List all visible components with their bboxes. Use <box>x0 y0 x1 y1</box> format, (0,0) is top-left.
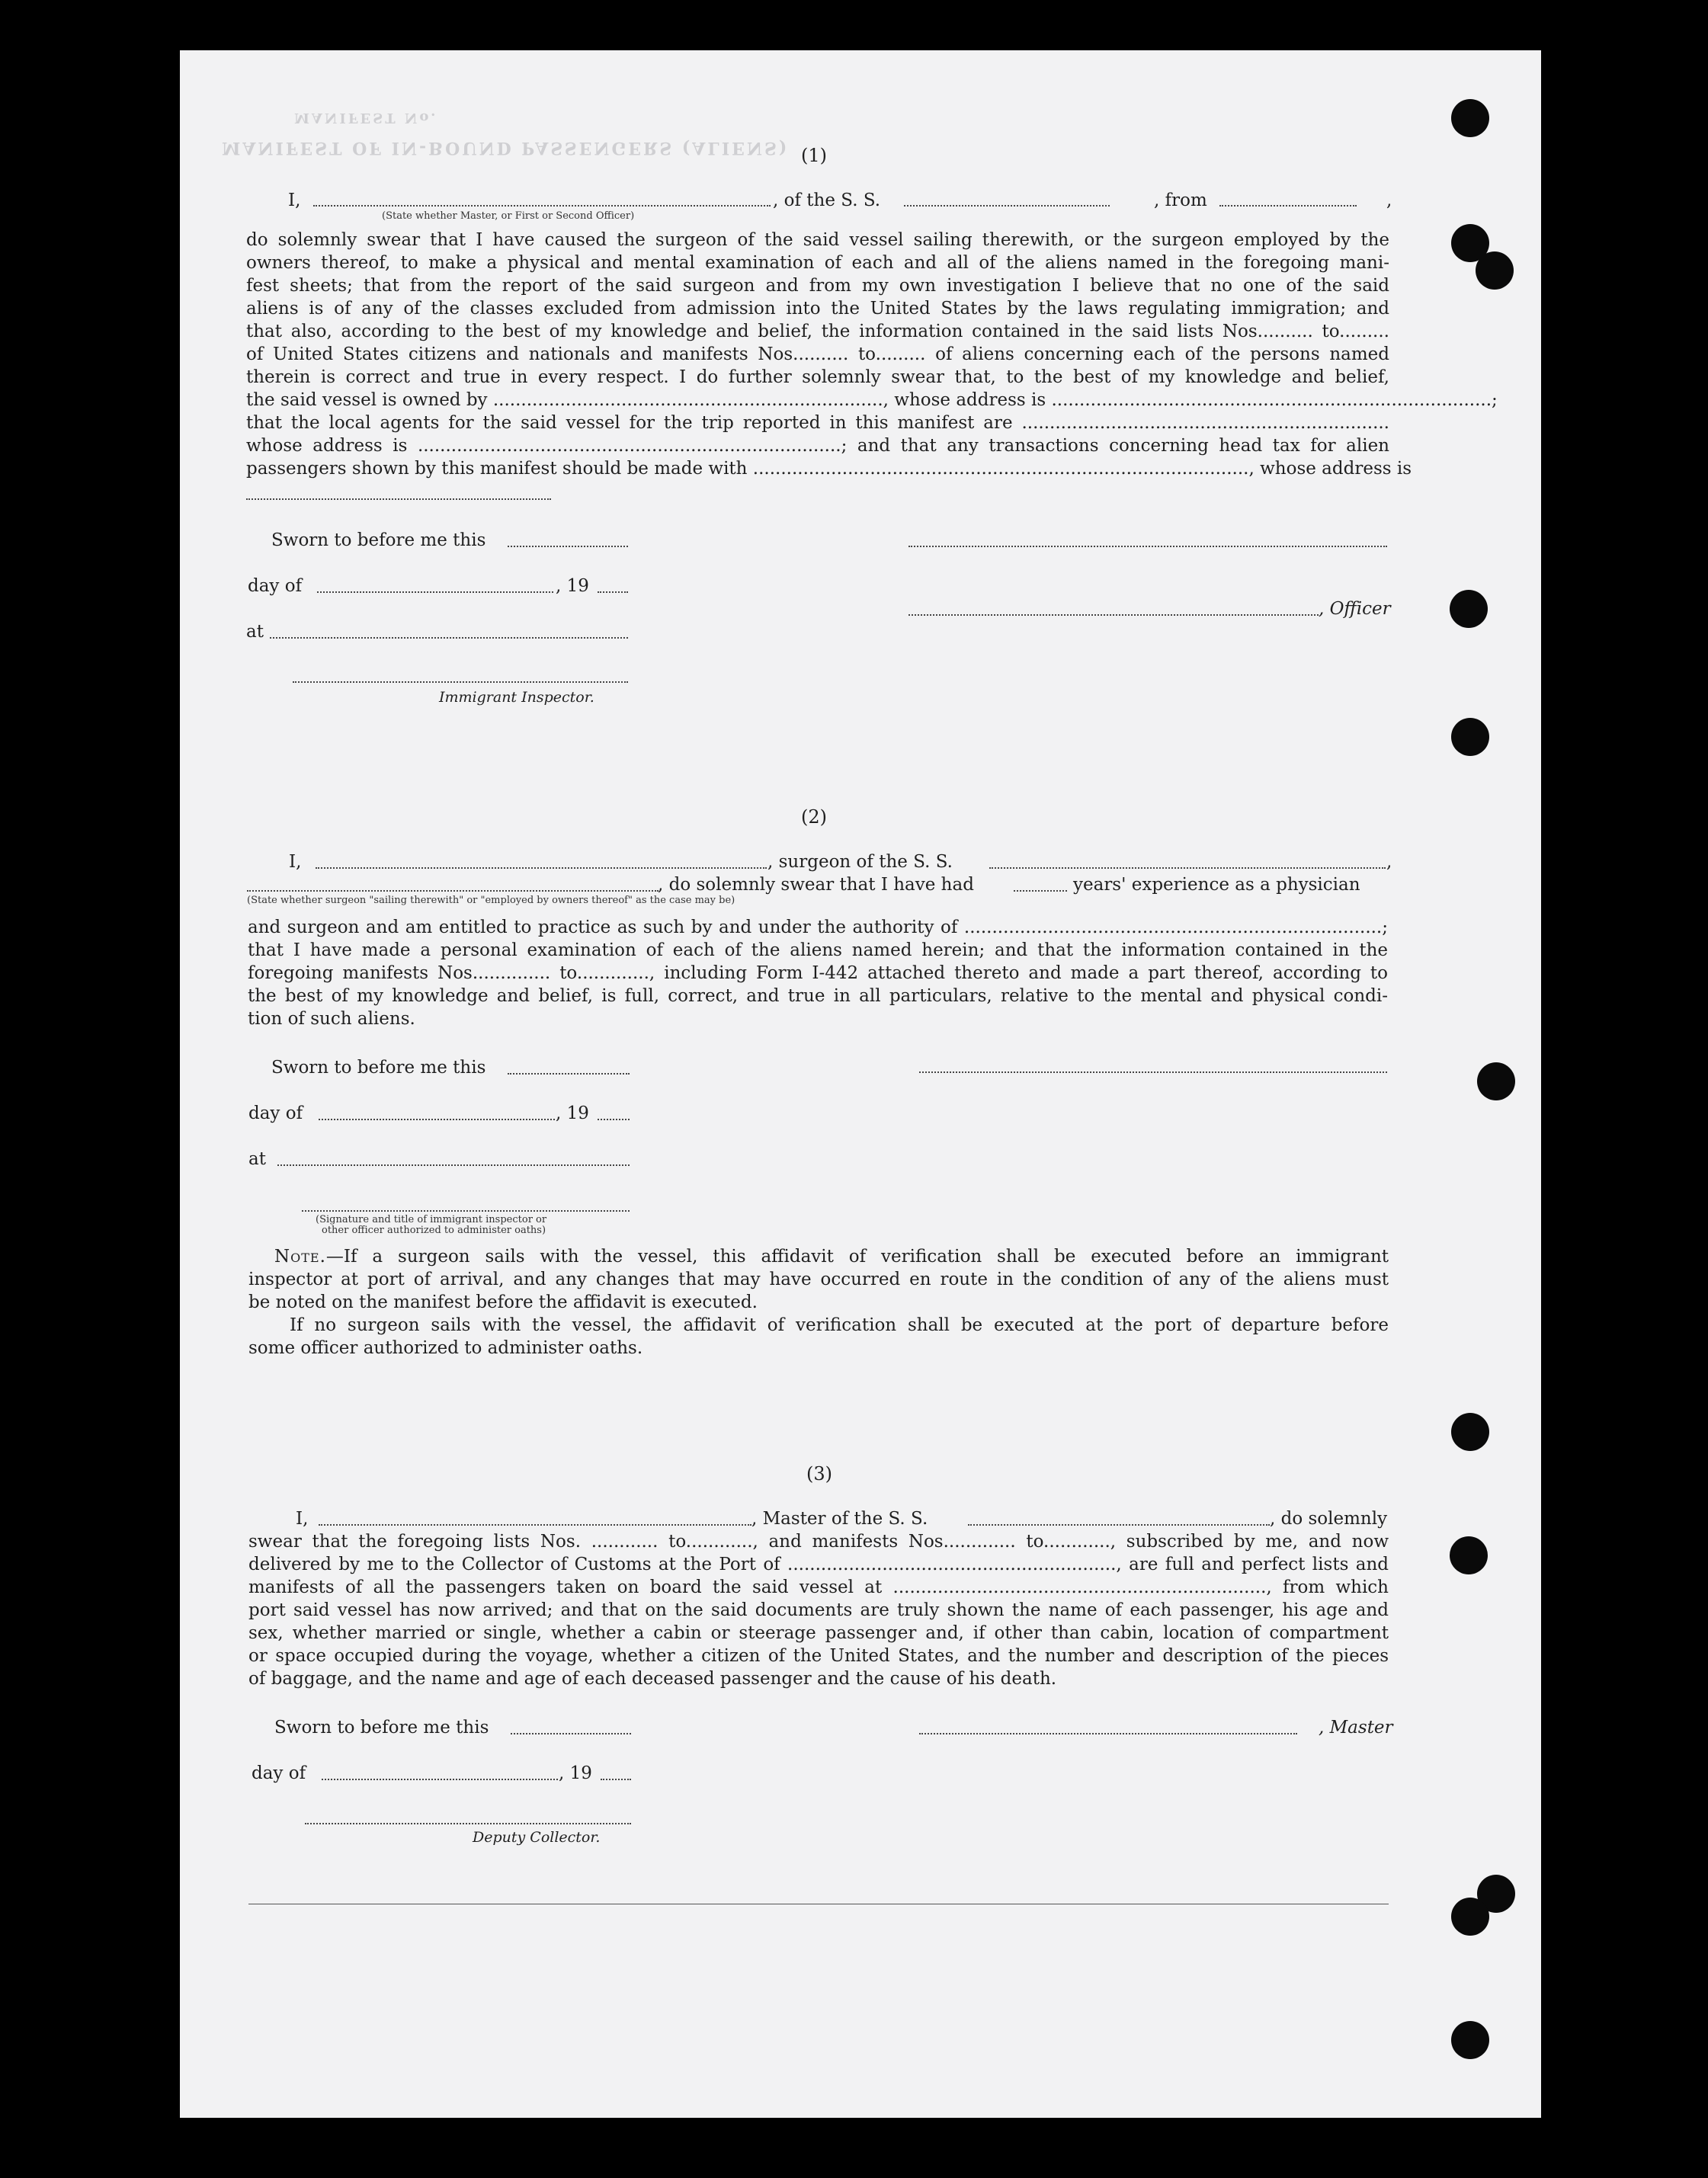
s1-paragraph-line-10: whose address is ............................................................................; and that any transactions concerning head tax for alien <box>246 436 1389 456</box>
s2-note2-line-2: some officer authorized to administer oaths. <box>248 1338 643 1358</box>
s3-paragraph-line-7: of baggage, and the name and age of each deceased passenger and the cause of his death. <box>248 1669 1057 1689</box>
s2-officer-caption-2: other officer authorized to administer oaths) <box>322 1225 546 1236</box>
section-3-number: (3) <box>806 1463 832 1485</box>
s1-year-blank <box>598 591 628 593</box>
s1-paragraph-line-5: that also, according to the best of my knowledge and belief, the information contained in the said lists Nos.......... to......... <box>246 322 1389 341</box>
s2-at-label: at <box>248 1149 266 1169</box>
punch-hole-3 <box>1476 251 1514 290</box>
s1-vessel-blank <box>904 205 1110 207</box>
s2-years-blank <box>1014 890 1067 892</box>
s2-day-label: day of <box>248 1103 303 1123</box>
s3-paragraph-line-1: swear that the foregoing lists Nos. ............ to............, and manifests Nos............. to............, subscribed by me, and now <box>248 1532 1389 1552</box>
s2-note-line-1 <box>274 1245 1389 1268</box>
punch-hole-5 <box>1451 718 1489 756</box>
s1-officer-caption: (State whether Master, or First or Second Officer) <box>382 210 635 222</box>
s1-paragraph-line-8: the said vessel is owned by ......................................................................, whose address is ...............................................................................; <box>246 390 1498 410</box>
s3-line1-i: I, <box>296 1509 309 1529</box>
document-page <box>180 50 1541 2118</box>
s1-line1-from: , from <box>1154 191 1207 210</box>
s2-sworn-label: Sworn to before me this <box>271 1058 486 1078</box>
s3-year-label: , 19 <box>559 1763 592 1783</box>
s1-officer-blank <box>313 205 771 207</box>
s1-at-label: at <box>246 622 264 642</box>
s2-surgeon-blank <box>316 867 767 869</box>
s1-paragraph-line-11: passengers shown by this manifest should be made with ........................................................................................., whose address is <box>246 459 1412 479</box>
bleed-through-manifest-no: MANIFEST No. <box>294 110 438 126</box>
s1-line1-comma: , <box>1386 191 1392 210</box>
punch-hole-11 <box>1451 2021 1489 2059</box>
s2-note-line-3: be noted on the manifest before the affidavit is executed. <box>248 1292 758 1312</box>
s2-paragraph-line-4: the best of my knowledge and belief, is full, correct, and true in all particulars, relative to the mental and physical condi- <box>248 986 1388 1006</box>
s1-paragraph-line-1: do solemnly swear that I have caused the surgeon of the said vessel sailing therewith, or the surgeon employed by the <box>246 230 1389 250</box>
section-1-number: (1) <box>801 145 827 166</box>
s1-day-blank <box>317 591 553 593</box>
s2-vessel-blank <box>989 867 1386 869</box>
s2-note-label: Note. <box>274 1247 326 1267</box>
s1-officer-sign-blank <box>908 614 1319 616</box>
bleed-through-heading: MANIFEST OF IN-BOUND PASSENGERS (ALIENS) <box>222 138 790 158</box>
punch-hole-8 <box>1450 1536 1488 1574</box>
s3-collector-sign-blank <box>305 1823 631 1824</box>
s3-sworn-blank <box>511 1733 631 1734</box>
s1-paragraph-line-2: owners thereof, to make a physical and mental examination of each and all of the aliens named in the foregoing mani- <box>246 253 1389 273</box>
punch-hole-10 <box>1451 1898 1489 1936</box>
s1-line1-i: I, <box>288 191 301 210</box>
s1-paragraph-line-3: fest sheets; that from the report of the said surgeon and from my own investigation I believe that no one of the said <box>246 276 1389 296</box>
s3-master-sign-blank <box>919 1733 1297 1734</box>
s3-day-label: day of <box>252 1763 306 1783</box>
s3-line1-ss: , Master of the S. S. <box>751 1509 928 1529</box>
s2-at-blank <box>277 1164 630 1166</box>
s2-status-caption: (State whether surgeon "sailing therewith" or "employed by owners thereof" as the case may be) <box>247 895 735 906</box>
s2-sworn-blank <box>508 1073 630 1075</box>
s2-line1-comma: , <box>1386 852 1392 872</box>
s1-paragraph-line-7: therein is correct and true in every respect. I do further solemnly swear that, to the best of my knowledge and belief, <box>246 367 1389 387</box>
punch-hole-1 <box>1451 99 1489 137</box>
s2-paragraph-line-3: foregoing manifests Nos.............. to............., including Form I-442 attached thereto and made a part thereof, according to <box>248 963 1388 983</box>
s2-year-blank <box>598 1119 630 1120</box>
s3-paragraph-line-6: or space occupied during the voyage, whether a citizen of the United States, and the number and description of the pieces <box>248 1646 1389 1666</box>
s1-inspector-label: Immigrant Inspector. <box>439 689 594 706</box>
s2-officer-sign-blank <box>302 1210 630 1212</box>
section-2-number: (2) <box>801 806 827 828</box>
s1-line1-ss: , of the S. S. <box>773 191 881 210</box>
s2-note-text-1: —If a surgeon sails with the vessel, this affidavit of verification shall be executed before an immigrant <box>325 1247 1389 1267</box>
s2-line1-i: I, <box>289 852 302 872</box>
s1-sworn-blank <box>508 546 628 547</box>
s2-note2-line-1: If no surgeon sails with the vessel, the affidavit of verification shall be executed at the port of departure before <box>290 1315 1389 1335</box>
s2-paragraph-line-5: tion of such aliens. <box>248 1009 415 1029</box>
s3-day-blank <box>322 1779 558 1780</box>
s2-paragraph-line-2: that I have made a personal examination of each of the aliens named herein; and that the information contained in the <box>248 940 1388 960</box>
punch-hole-6 <box>1477 1062 1515 1100</box>
s3-paragraph-line-2: delivered by me to the Collector of Customs at the Port of ..........................................................., are full and perfect lists and <box>248 1555 1389 1574</box>
s1-paragraph-line-9: that the local agents for the said vessel for the trip reported in this manifest are .................................................................. <box>246 413 1389 433</box>
s1-signature-blank <box>908 546 1387 547</box>
s3-line1-solemnly: , do solemnly <box>1270 1509 1388 1529</box>
s1-day-label: day of <box>248 576 303 596</box>
s1-trailing-address-blank <box>246 498 551 500</box>
s3-paragraph-line-5: sex, whether married or single, whether a cabin or steerage passenger and, if other than cabin, location of compartment <box>248 1623 1389 1643</box>
s2-status-blank <box>247 890 659 892</box>
s3-paragraph-line-3: manifests of all the passengers taken on board the said vessel at ..................................................................., from which <box>248 1577 1389 1597</box>
s3-vessel-blank <box>968 1524 1270 1526</box>
s2-paragraph-line-1: and surgeon and am entitled to practice as such by and under the authority of ...........................................................................; <box>248 918 1388 937</box>
s3-master-label: , Master <box>1319 1718 1393 1738</box>
s2-line2-swear: , do solemnly swear that I have had <box>658 875 974 895</box>
s2-year-label: , 19 <box>556 1103 589 1123</box>
punch-hole-7 <box>1451 1413 1489 1451</box>
s3-master-blank <box>319 1524 751 1526</box>
s1-from-blank <box>1219 205 1357 207</box>
punch-hole-4 <box>1450 590 1488 628</box>
s1-at-blank <box>270 637 628 639</box>
s1-sworn-label: Sworn to before me this <box>271 530 486 550</box>
s3-year-blank <box>601 1779 631 1780</box>
s3-collector-label: Deputy Collector. <box>473 1829 601 1846</box>
s2-signature-blank <box>919 1071 1387 1073</box>
s1-officer-label: , Officer <box>1319 599 1391 619</box>
s2-officer-caption-1: (Signature and title of immigrant inspector or <box>316 1214 547 1225</box>
s2-line1-ss: , surgeon of the S. S. <box>767 852 953 872</box>
s3-paragraph-line-4: port said vessel has now arrived; and that on the said documents are truly shown the name of each passenger, his age and <box>248 1600 1389 1620</box>
s1-year-label: , 19 <box>556 576 589 596</box>
s1-paragraph-line-4: aliens is of any of the classes excluded from admission into the United States by the laws regulating immigration; and <box>246 299 1389 319</box>
s2-day-blank <box>319 1119 555 1120</box>
s2-line2-years: years' experience as a physician <box>1073 875 1360 895</box>
s2-note-line-2: inspector at port of arrival, and any changes that may have occurred en route in the condition of any of the aliens must <box>248 1270 1389 1289</box>
s1-paragraph-line-6: of United States citizens and nationals and manifests Nos.......... to......... of aliens concerning each of the persons named <box>246 344 1389 364</box>
s1-inspector-sign-blank <box>293 681 628 683</box>
s3-sworn-label: Sworn to before me this <box>274 1718 489 1738</box>
